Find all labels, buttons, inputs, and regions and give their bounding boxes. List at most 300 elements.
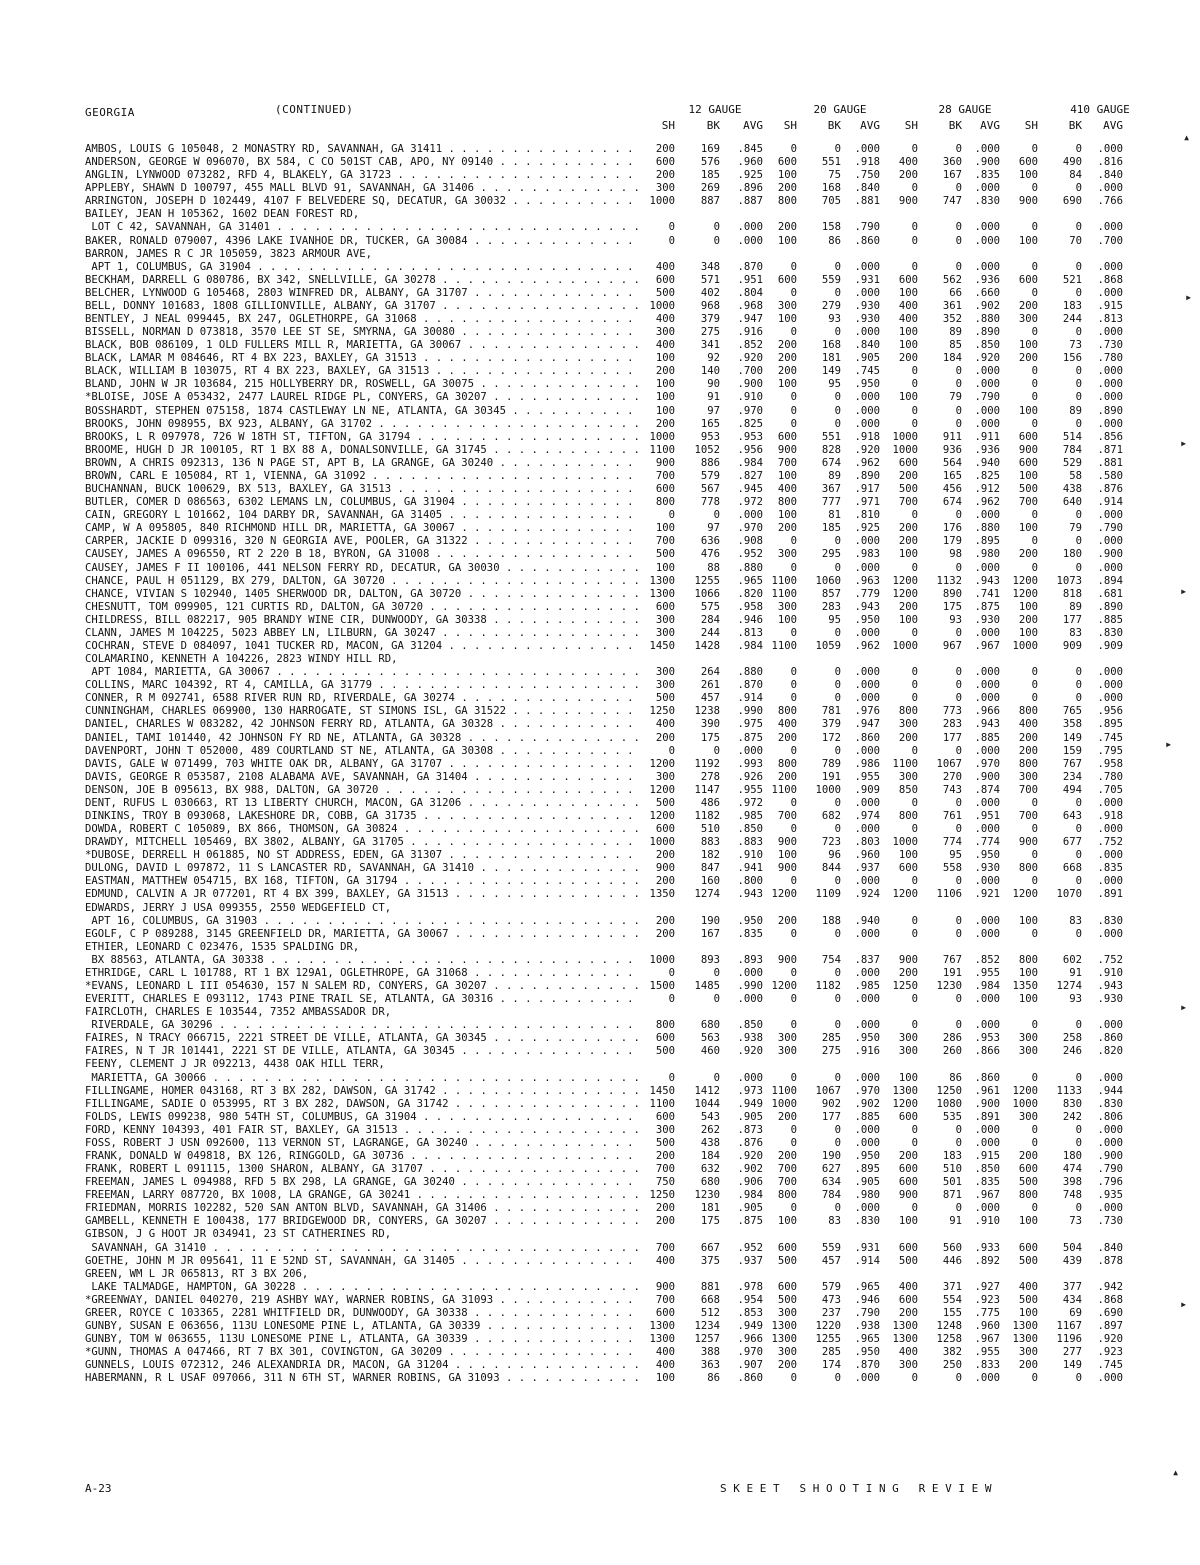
- score-cell: 358: [1062, 718, 1082, 731]
- score-cell: 0: [1031, 849, 1038, 862]
- column-header: SH: [1024, 119, 1038, 132]
- table-row: [85, 1137, 1165, 1150]
- score-cell: .952: [737, 1241, 763, 1254]
- score-cell: .000: [854, 561, 880, 574]
- score-cell: 400: [1018, 1280, 1038, 1293]
- score-cell: .741: [974, 587, 1000, 600]
- shooter-name-address: GIBSON, J G HOOT JR 034941, 23 ST CATHERINES RD,: [85, 1228, 392, 1241]
- score-cell: 723: [821, 836, 841, 849]
- shooter-name-address: DANIEL, TAMI 101440, 42 JOHNSON FY RD NE, ATLANTA, GA 30328 . . .: [85, 732, 640, 745]
- score-cell: 1255: [815, 1333, 841, 1346]
- score-cell: 551: [821, 156, 841, 169]
- score-cell: .917: [854, 483, 880, 496]
- score-cell: .892: [974, 1254, 1000, 1267]
- score-cell: 0: [955, 666, 962, 679]
- score-cell: 761: [942, 809, 962, 822]
- score-cell: .918: [1097, 809, 1123, 822]
- score-cell: 600: [655, 600, 675, 613]
- score-cell: 0: [713, 1071, 720, 1084]
- score-cell: 300: [898, 1045, 918, 1058]
- table-row: [85, 601, 1165, 614]
- score-cell: 0: [1031, 823, 1038, 836]
- score-cell: 300: [655, 679, 675, 692]
- score-cell: .930: [854, 313, 880, 326]
- score-cell: .985: [854, 980, 880, 992]
- score-cell: 0: [834, 1019, 841, 1032]
- score-cell: 100: [898, 849, 918, 862]
- score-cell: .870: [737, 679, 763, 692]
- score-cell: .745: [854, 365, 880, 378]
- score-cell: 1200: [649, 809, 675, 822]
- score-cell: 0: [1075, 1123, 1082, 1136]
- score-cell: 275: [700, 326, 720, 339]
- score-cell: 0: [1075, 286, 1082, 299]
- score-cell: 0: [955, 234, 962, 247]
- score-cell: 800: [655, 496, 675, 509]
- score-cell: 700: [777, 1176, 797, 1189]
- score-cell: 0: [1031, 1071, 1038, 1084]
- score-cell: .983: [854, 548, 880, 561]
- score-cell: 75: [828, 169, 841, 182]
- score-cell: 89: [828, 469, 841, 482]
- score-cell: 1080: [936, 1097, 962, 1110]
- score-cell: 300: [898, 770, 918, 783]
- score-cell: 100: [898, 1215, 918, 1228]
- score-cell: 830: [1062, 1097, 1082, 1110]
- score-cell: 0: [713, 966, 720, 979]
- score-cell: 177: [942, 731, 962, 744]
- score-cell: .780: [1097, 770, 1123, 783]
- score-cell: 100: [898, 548, 918, 561]
- score-cell: 188: [821, 914, 841, 927]
- score-cell: 1200: [771, 888, 797, 901]
- score-cell: 700: [655, 1293, 675, 1306]
- score-cell: .000: [974, 1372, 1000, 1385]
- score-cell: .000: [737, 1071, 763, 1084]
- score-cell: 98: [949, 548, 962, 561]
- table-row: [85, 575, 1165, 588]
- score-cell: 0: [1031, 1372, 1038, 1385]
- score-cell: .956: [1097, 705, 1123, 718]
- score-cell: 400: [655, 313, 675, 326]
- score-cell: 0: [955, 509, 962, 522]
- table-row: [85, 1124, 1165, 1137]
- score-cell: 155: [942, 1306, 962, 1319]
- score-cell: .972: [737, 796, 763, 809]
- shooter-name-address: EDWARDS, JERRY J USA 099355, 2550 WEDGEFIELD CT,: [85, 901, 392, 914]
- score-cell: .938: [737, 1032, 763, 1045]
- score-cell: .000: [737, 993, 763, 1006]
- score-cell: 0: [955, 1019, 962, 1032]
- score-cell: 100: [1018, 966, 1038, 979]
- score-cell: 558: [942, 862, 962, 875]
- score-cell: 777: [821, 496, 841, 509]
- table-row: [85, 300, 1165, 313]
- score-cell: 500: [1018, 1254, 1038, 1267]
- score-cell: .874: [974, 783, 1000, 796]
- score-cell: 165: [700, 417, 720, 430]
- score-cell: 234: [1062, 770, 1082, 783]
- score-cell: 754: [821, 953, 841, 966]
- score-cell: 0: [911, 561, 918, 574]
- score-cell: .970: [737, 1346, 763, 1359]
- score-cell: 0: [955, 404, 962, 417]
- score-cell: .940: [974, 456, 1000, 469]
- score-cell: 398: [1062, 1176, 1082, 1189]
- score-cell: 500: [655, 796, 675, 809]
- score-cell: 100: [655, 522, 675, 535]
- score-cell: .876: [737, 1136, 763, 1149]
- score-cell: 100: [777, 378, 797, 391]
- score-cell: .000: [974, 143, 1000, 155]
- score-cell: .000: [974, 914, 1000, 927]
- score-cell: 300: [898, 718, 918, 731]
- score-cell: .883: [737, 836, 763, 849]
- score-cell: .936: [974, 443, 1000, 456]
- score-cell: .902: [737, 1163, 763, 1176]
- score-cell: 1200: [1012, 888, 1038, 901]
- score-cell: 1300: [649, 1320, 675, 1333]
- score-cell: 1067: [936, 757, 962, 770]
- score-cell: .830: [854, 1215, 880, 1228]
- score-cell: .860: [854, 234, 880, 247]
- shooter-name-address: EGOLF, C P 089288, 3145 GREENFIELD DR, MARIETTA, GA 30067 . . .: [85, 928, 640, 941]
- score-cell: 300: [1018, 313, 1038, 326]
- score-cell: .937: [854, 862, 880, 875]
- score-cell: 69: [1069, 1306, 1082, 1319]
- shooter-name-address: DAVENPORT, JOHN T 052000, 489 COURTLAND ST NE, ATLANTA, GA 30308 . . .: [85, 745, 640, 758]
- score-cell: 400: [655, 260, 675, 273]
- shooter-name-address: ARRINGTON, JOSEPH D 102449, 4107 F BELVEDERE SQ, DECATUR, GA 30032 . . .: [85, 195, 640, 208]
- score-cell: 200: [898, 169, 918, 182]
- score-cell: 1000: [771, 1097, 797, 1110]
- score-cell: .000: [974, 744, 1000, 757]
- score-cell: 400: [655, 1346, 675, 1359]
- score-cell: .885: [1097, 613, 1123, 626]
- score-cell: .827: [737, 469, 763, 482]
- table-row: [85, 875, 1165, 888]
- score-cell: 0: [1075, 1071, 1082, 1084]
- score-cell: .944: [1097, 1084, 1123, 1097]
- table-row: [85, 1242, 1165, 1255]
- score-cell: .923: [974, 1293, 1000, 1306]
- score-cell: 600: [1018, 1241, 1038, 1254]
- table-row: [85, 718, 1165, 731]
- score-cell: .978: [737, 1280, 763, 1293]
- score-cell: 600: [1018, 156, 1038, 169]
- score-cell: .967: [974, 639, 1000, 652]
- score-cell: 600: [777, 430, 797, 443]
- score-cell: 0: [713, 993, 720, 1006]
- score-cell: 200: [1018, 1359, 1038, 1372]
- score-cell: 0: [790, 417, 797, 430]
- shooter-name-address: COLAMARINO, KENNETH A 104226, 2823 WINDY HILL RD,: [85, 653, 398, 666]
- score-cell: 0: [790, 666, 797, 679]
- score-cell: 1450: [649, 1084, 675, 1097]
- score-cell: .921: [974, 888, 1000, 901]
- score-cell: 1300: [892, 1320, 918, 1333]
- score-cell: 514: [1062, 430, 1082, 443]
- score-cell: .950: [854, 1346, 880, 1359]
- score-cell: 0: [1031, 927, 1038, 940]
- score-cell: .000: [1097, 391, 1123, 404]
- score-cell: 300: [898, 1359, 918, 1372]
- score-cell: 250: [942, 1359, 962, 1372]
- table-row: [85, 1189, 1165, 1202]
- score-cell: 456: [942, 483, 962, 496]
- score-cell: 283: [821, 600, 841, 613]
- score-cell: .860: [1097, 1032, 1123, 1045]
- score-cell: 564: [942, 456, 962, 469]
- score-cell: 1300: [771, 1333, 797, 1346]
- score-cell: 242: [1062, 1110, 1082, 1123]
- score-cell: 200: [1018, 744, 1038, 757]
- score-cell: .909: [1097, 639, 1123, 652]
- score-cell: .880: [974, 313, 1000, 326]
- score-cell: .000: [854, 666, 880, 679]
- score-cell: 200: [1018, 613, 1038, 626]
- score-cell: .962: [854, 639, 880, 652]
- score-cell: .873: [737, 1123, 763, 1136]
- score-cell: 190: [700, 914, 720, 927]
- score-cell: 1100: [771, 587, 797, 600]
- score-cell: 600: [777, 156, 797, 169]
- score-cell: 0: [834, 692, 841, 705]
- table-row: [85, 208, 1165, 221]
- score-cell: 600: [655, 156, 675, 169]
- score-cell: 0: [1031, 286, 1038, 299]
- score-cell: 177: [1062, 613, 1082, 626]
- score-cell: .868: [1097, 273, 1123, 286]
- score-cell: .993: [737, 757, 763, 770]
- score-cell: 100: [1018, 234, 1038, 247]
- shooter-name-address: EASTMAN, MATTHEW 054715, BX 168, TIFTON, GA 31794 . . .: [85, 875, 640, 888]
- shooter-name-address: BROWN, CARL E 105084, RT 1, VIENNA, GA 31092 . . .: [85, 470, 640, 483]
- score-cell: 1067: [815, 1084, 841, 1097]
- score-cell: 0: [911, 666, 918, 679]
- score-cell: .803: [854, 836, 880, 849]
- table-row: [85, 797, 1165, 810]
- score-cell: 600: [777, 1280, 797, 1293]
- score-cell: .895: [854, 1163, 880, 1176]
- score-cell: 900: [777, 953, 797, 966]
- gauge-12-header: 12 GAUGE: [688, 103, 742, 116]
- score-cell: 1100: [892, 757, 918, 770]
- score-cell: .000: [1097, 286, 1123, 299]
- score-cell: .943: [737, 888, 763, 901]
- score-cell: .900: [1097, 548, 1123, 561]
- page-number: A-23: [85, 1482, 112, 1495]
- score-cell: 0: [1031, 535, 1038, 548]
- score-cell: 457: [821, 1254, 841, 1267]
- score-cell: 244: [700, 626, 720, 639]
- score-cell: .000: [974, 796, 1000, 809]
- score-cell: 1234: [694, 1320, 720, 1333]
- score-cell: .000: [974, 823, 1000, 836]
- score-cell: 58: [1069, 469, 1082, 482]
- score-cell: .950: [854, 378, 880, 391]
- score-cell: .813: [1097, 313, 1123, 326]
- score-cell: 260: [942, 1045, 962, 1058]
- score-cell: .925: [854, 522, 880, 535]
- score-cell: 521: [1062, 273, 1082, 286]
- score-cell: 1300: [649, 1333, 675, 1346]
- score-cell: 0: [1075, 391, 1082, 404]
- score-cell: 190: [821, 1150, 841, 1163]
- score-cell: 0: [1031, 561, 1038, 574]
- score-cell: .958: [1097, 757, 1123, 770]
- score-cell: .890: [1097, 600, 1123, 613]
- score-cell: .875: [974, 600, 1000, 613]
- score-cell: 400: [1018, 718, 1038, 731]
- score-cell: 95: [949, 849, 962, 862]
- score-cell: 0: [955, 993, 962, 1006]
- shooter-name-address: BROOKS, L R 097978, 726 W 18TH ST, TIFTON, GA 31794 . . .: [85, 431, 640, 444]
- score-cell: 700: [777, 1163, 797, 1176]
- score-cell: 844: [821, 862, 841, 875]
- continued-note: (CONTINUED): [275, 103, 354, 116]
- score-cell: .950: [737, 914, 763, 927]
- score-cell: .705: [1097, 783, 1123, 796]
- score-cell: .940: [854, 914, 880, 927]
- score-cell: 600: [655, 483, 675, 496]
- score-cell: 800: [1018, 953, 1038, 966]
- score-cell: 200: [777, 352, 797, 365]
- score-cell: 100: [1018, 1215, 1038, 1228]
- score-cell: 559: [821, 273, 841, 286]
- shooter-name-address: GAMBELL, KENNETH E 100438, 177 BRIDGEWOOD DR, CONYERS, GA 30207 . . .: [85, 1215, 640, 1228]
- score-cell: 900: [898, 953, 918, 966]
- shooter-name-address: *GREENWAY, DANIEL 040270, 219 ASHBY WAY, WARNER ROBINS, GA 31093 . . .: [85, 1294, 640, 1307]
- score-cell: 191: [821, 770, 841, 783]
- margin-mark: ▴: [1172, 1465, 1180, 1479]
- score-cell: 0: [668, 966, 675, 979]
- table-row: [85, 588, 1165, 601]
- score-cell: .000: [854, 796, 880, 809]
- shooter-name-address: FEENY, CLEMENT J JR 092213, 4438 OAK HILL TERR,: [85, 1058, 385, 1071]
- score-cell: .920: [737, 352, 763, 365]
- score-cell: 778: [700, 496, 720, 509]
- score-cell: .958: [737, 600, 763, 613]
- score-cell: 486: [700, 796, 720, 809]
- score-cell: 284: [700, 613, 720, 626]
- score-cell: .752: [1097, 953, 1123, 966]
- score-cell: .914: [737, 692, 763, 705]
- score-cell: 100: [898, 613, 918, 626]
- score-cell: .000: [854, 260, 880, 273]
- score-cell: 1250: [649, 705, 675, 718]
- score-cell: .924: [854, 888, 880, 901]
- score-cell: .000: [737, 509, 763, 522]
- score-cell: 179: [942, 535, 962, 548]
- score-cell: 1257: [694, 1333, 720, 1346]
- score-cell: 1059: [815, 639, 841, 652]
- score-cell: .910: [737, 391, 763, 404]
- score-cell: 0: [1075, 417, 1082, 430]
- score-cell: 200: [898, 966, 918, 979]
- score-cell: 690: [1062, 195, 1082, 208]
- score-cell: 200: [898, 522, 918, 535]
- score-cell: 800: [898, 809, 918, 822]
- table-row: [85, 1176, 1165, 1189]
- score-cell: .000: [854, 1202, 880, 1215]
- score-cell: 1052: [694, 443, 720, 456]
- margin-mark: ▸: [1180, 1000, 1188, 1014]
- score-cell: 200: [898, 1306, 918, 1319]
- score-cell: 0: [713, 221, 720, 234]
- score-cell: 1200: [892, 587, 918, 600]
- score-cell: 1250: [649, 1189, 675, 1202]
- score-cell: 0: [1075, 666, 1082, 679]
- score-cell: 900: [1018, 195, 1038, 208]
- score-cell: 93: [828, 313, 841, 326]
- table-row: [85, 418, 1165, 431]
- score-cell: 900: [898, 1189, 918, 1202]
- score-cell: .000: [854, 404, 880, 417]
- score-cell: 100: [655, 1372, 675, 1385]
- score-cell: .938: [854, 1320, 880, 1333]
- score-cell: .752: [1097, 836, 1123, 849]
- score-cell: 100: [1018, 339, 1038, 352]
- score-cell: 1066: [694, 587, 720, 600]
- score-cell: .891: [974, 1110, 1000, 1123]
- table-row: [85, 1294, 1165, 1307]
- score-cell: .960: [854, 849, 880, 862]
- score-cell: 0: [911, 1019, 918, 1032]
- score-cell: .973: [737, 1084, 763, 1097]
- score-cell: 360: [942, 156, 962, 169]
- score-cell: 543: [700, 1110, 720, 1123]
- score-cell: .909: [854, 783, 880, 796]
- score-cell: 348: [700, 260, 720, 273]
- score-cell: .931: [854, 1241, 880, 1254]
- score-cell: .905: [737, 1202, 763, 1215]
- score-cell: 83: [1069, 626, 1082, 639]
- score-cell: 200: [777, 1110, 797, 1123]
- column-header: AVG: [980, 119, 1000, 132]
- shooter-name-address: GREEN, WM L JR 065813, RT 3 BX 206,: [85, 1267, 309, 1280]
- shooter-name-address: DAVIS, GALE W 071499, 703 WHITE OAK DR, ALBANY, GA 31707 . . .: [85, 758, 640, 771]
- score-cell: 91: [1069, 966, 1082, 979]
- score-cell: 81: [828, 509, 841, 522]
- table-row: [85, 928, 1165, 941]
- score-cell: 1200: [892, 888, 918, 901]
- shooter-name-address: *DUBOSE, DERRELL H 061885, NO ST ADDRESS, EDEN, GA 31307 . . .: [85, 849, 640, 862]
- score-cell: 168: [821, 182, 841, 195]
- score-cell: .000: [854, 875, 880, 888]
- score-cell: 0: [911, 823, 918, 836]
- table-row: [85, 915, 1165, 928]
- score-cell: 172: [821, 731, 841, 744]
- score-cell: 0: [790, 404, 797, 417]
- score-cell: 600: [777, 273, 797, 286]
- shooter-name-address: AMBOS, LOUIS G 105048, 2 MONASTRY RD, SAVANNAH, GA 31411 . . .: [85, 143, 640, 156]
- table-row: [85, 1320, 1165, 1333]
- score-cell: .970: [974, 757, 1000, 770]
- score-cell: 643: [1062, 809, 1082, 822]
- score-cell: .837: [854, 953, 880, 966]
- score-cell: .000: [854, 1372, 880, 1385]
- table-row: [85, 261, 1165, 274]
- score-cell: 200: [655, 914, 675, 927]
- score-cell: 0: [1075, 875, 1082, 888]
- score-cell: 0: [790, 286, 797, 299]
- score-cell: 0: [1075, 849, 1082, 862]
- score-cell: .000: [1097, 417, 1123, 430]
- score-cell: 1100: [771, 1084, 797, 1097]
- score-cell: .967: [974, 1333, 1000, 1346]
- score-cell: .000: [974, 666, 1000, 679]
